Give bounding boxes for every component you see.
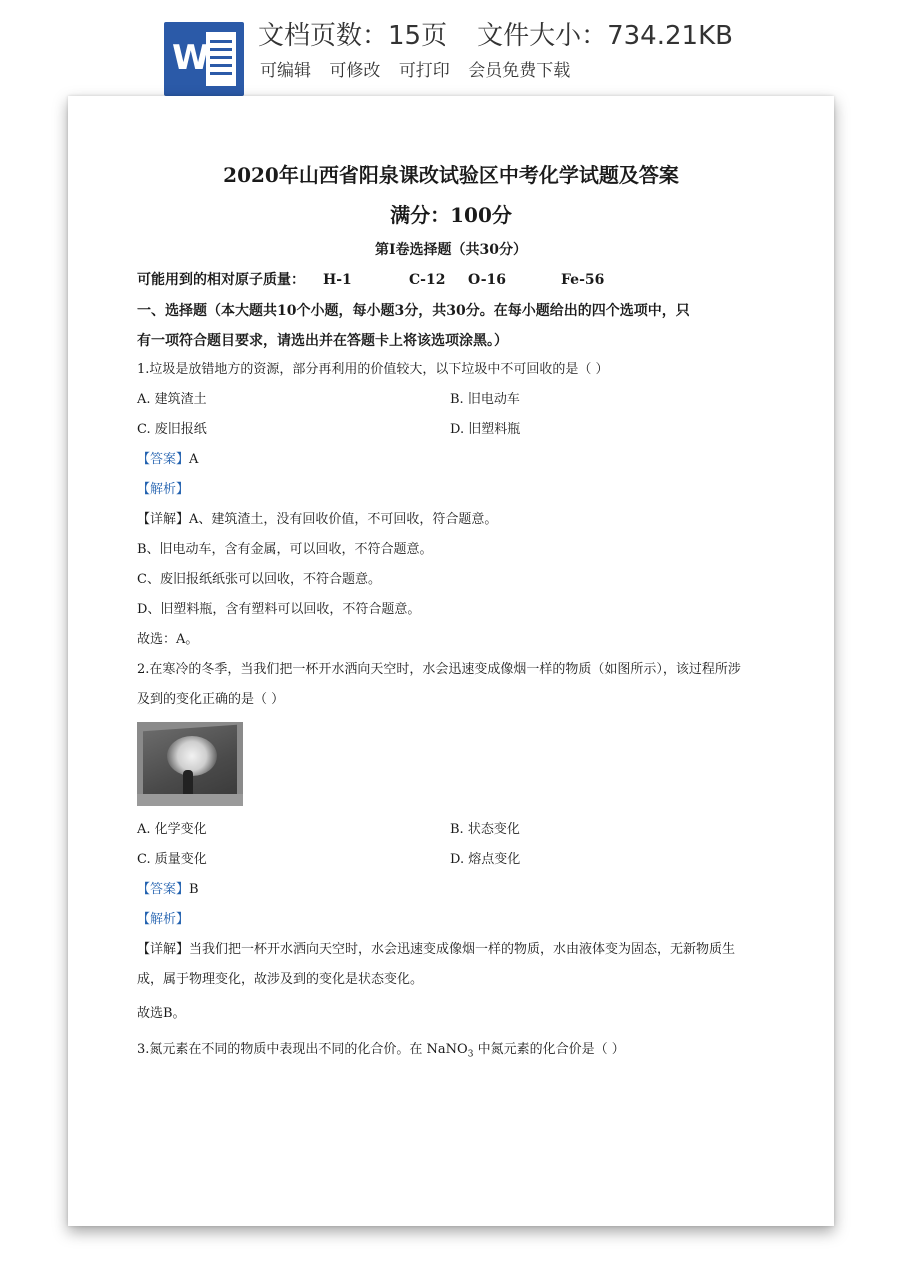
question-1-detail-1: 【详解】A、建筑渣土，没有回收价值，不可回收，符合题意。 [137, 512, 498, 527]
question-1-option-b: B. 旧电动车 [450, 392, 520, 407]
atomic-mass-fe: Fe-56 [561, 272, 605, 288]
question-1-answer: 【答案】A [137, 452, 199, 467]
question-2-answer: 【答案】B [137, 882, 199, 897]
question-2-detail-line-2: 成，属于物理变化，故涉及到的变化是状态变化。 [137, 972, 424, 987]
question-1-option-c: C. 废旧报纸 [137, 422, 207, 437]
question-2-option-c: C. 质量变化 [137, 852, 207, 867]
feature-free-download: 会员免费下载 [468, 61, 571, 81]
document-page [68, 96, 834, 1226]
atomic-mass-h: H-1 [323, 272, 352, 288]
atomic-mass-o: O-16 [468, 272, 507, 288]
question-2-conclusion: 故选B。 [137, 1006, 186, 1021]
file-size: 文件大小：734.21KB [477, 21, 733, 51]
question-1-option-d: D. 旧塑料瓶 [450, 422, 521, 437]
feature-modifiable: 可修改 [329, 61, 381, 81]
download-banner [0, 0, 900, 100]
question-1-stem: 1.垃圾是放错地方的资源，部分再利用的价值较大，以下垃圾中不可回收的是（ ） [137, 362, 609, 377]
question-2-option-a: A. 化学变化 [137, 822, 207, 837]
question-1-conclusion: 故选：A。 [137, 632, 199, 647]
document-title: 2020年山西省阳泉课改试验区中考化学试题及答案 [223, 163, 679, 187]
atomic-mass-c: C-12 [409, 272, 446, 288]
question-2-stem-line-2: 及到的变化正确的是（ ） [137, 692, 285, 707]
feature-editable: 可编辑 [260, 61, 311, 81]
question-1-detail-3: C、废旧报纸纸张可以回收，不符合题意。 [137, 572, 381, 587]
section-heading: 第Ⅰ卷选择题（共30分） [374, 242, 528, 258]
atomic-mass-line: 可能用到的相对原子质量： [137, 272, 305, 288]
word-document-icon: W [164, 22, 244, 96]
page-count: 文档页数：15页 [258, 21, 448, 51]
question-1-option-a: A. 建筑渣土 [137, 392, 207, 407]
question-2-analysis-tag: 【解析】 [137, 912, 190, 927]
feature-list [260, 56, 579, 81]
section-intro-line-1: 一、选择题（本大题共10个小题，每小题3分，共30分。在每小题给出的四个选项中，只 [137, 303, 690, 319]
feature-printable: 可打印 [398, 61, 450, 81]
question-3-stem: 3.氮元素在不同的物质中表现出不同的化合价。在 NaNO$_3$ 中氮元素的化合价是（ ） [137, 1042, 625, 1060]
question-1-analysis-tag: 【解析】 [137, 482, 190, 497]
question-2-option-d: D. 熔点变化 [450, 852, 521, 867]
question-2-option-b: B. 状态变化 [450, 822, 520, 837]
question-1-detail-4: D、旧塑料瓶，含有塑料可以回收，不符合题意。 [137, 602, 421, 617]
file-info [258, 18, 733, 54]
question-2-stem-line-1: 2.在寒冷的冬季，当我们把一杯开水洒向天空时，水会迅速变成像烟一样的物质（如图所示），该过程所涉 [137, 662, 741, 677]
question-1-detail-2: B、旧电动车，含有金属，可以回收，不符合题意。 [137, 542, 433, 557]
full-score: 满分：100分 [390, 203, 512, 227]
question-2-detail-line-1: 【详解】当我们把一杯开水洒向天空时，水会迅速变成像烟一样的物质，水由液体变为固态，无新物质生 [137, 942, 736, 957]
boiling-water-freeze-photo [137, 722, 243, 806]
section-intro-line-2: 有一项符合题目要求，请选出并在答题卡上将该选项涂黑。） [137, 333, 508, 349]
